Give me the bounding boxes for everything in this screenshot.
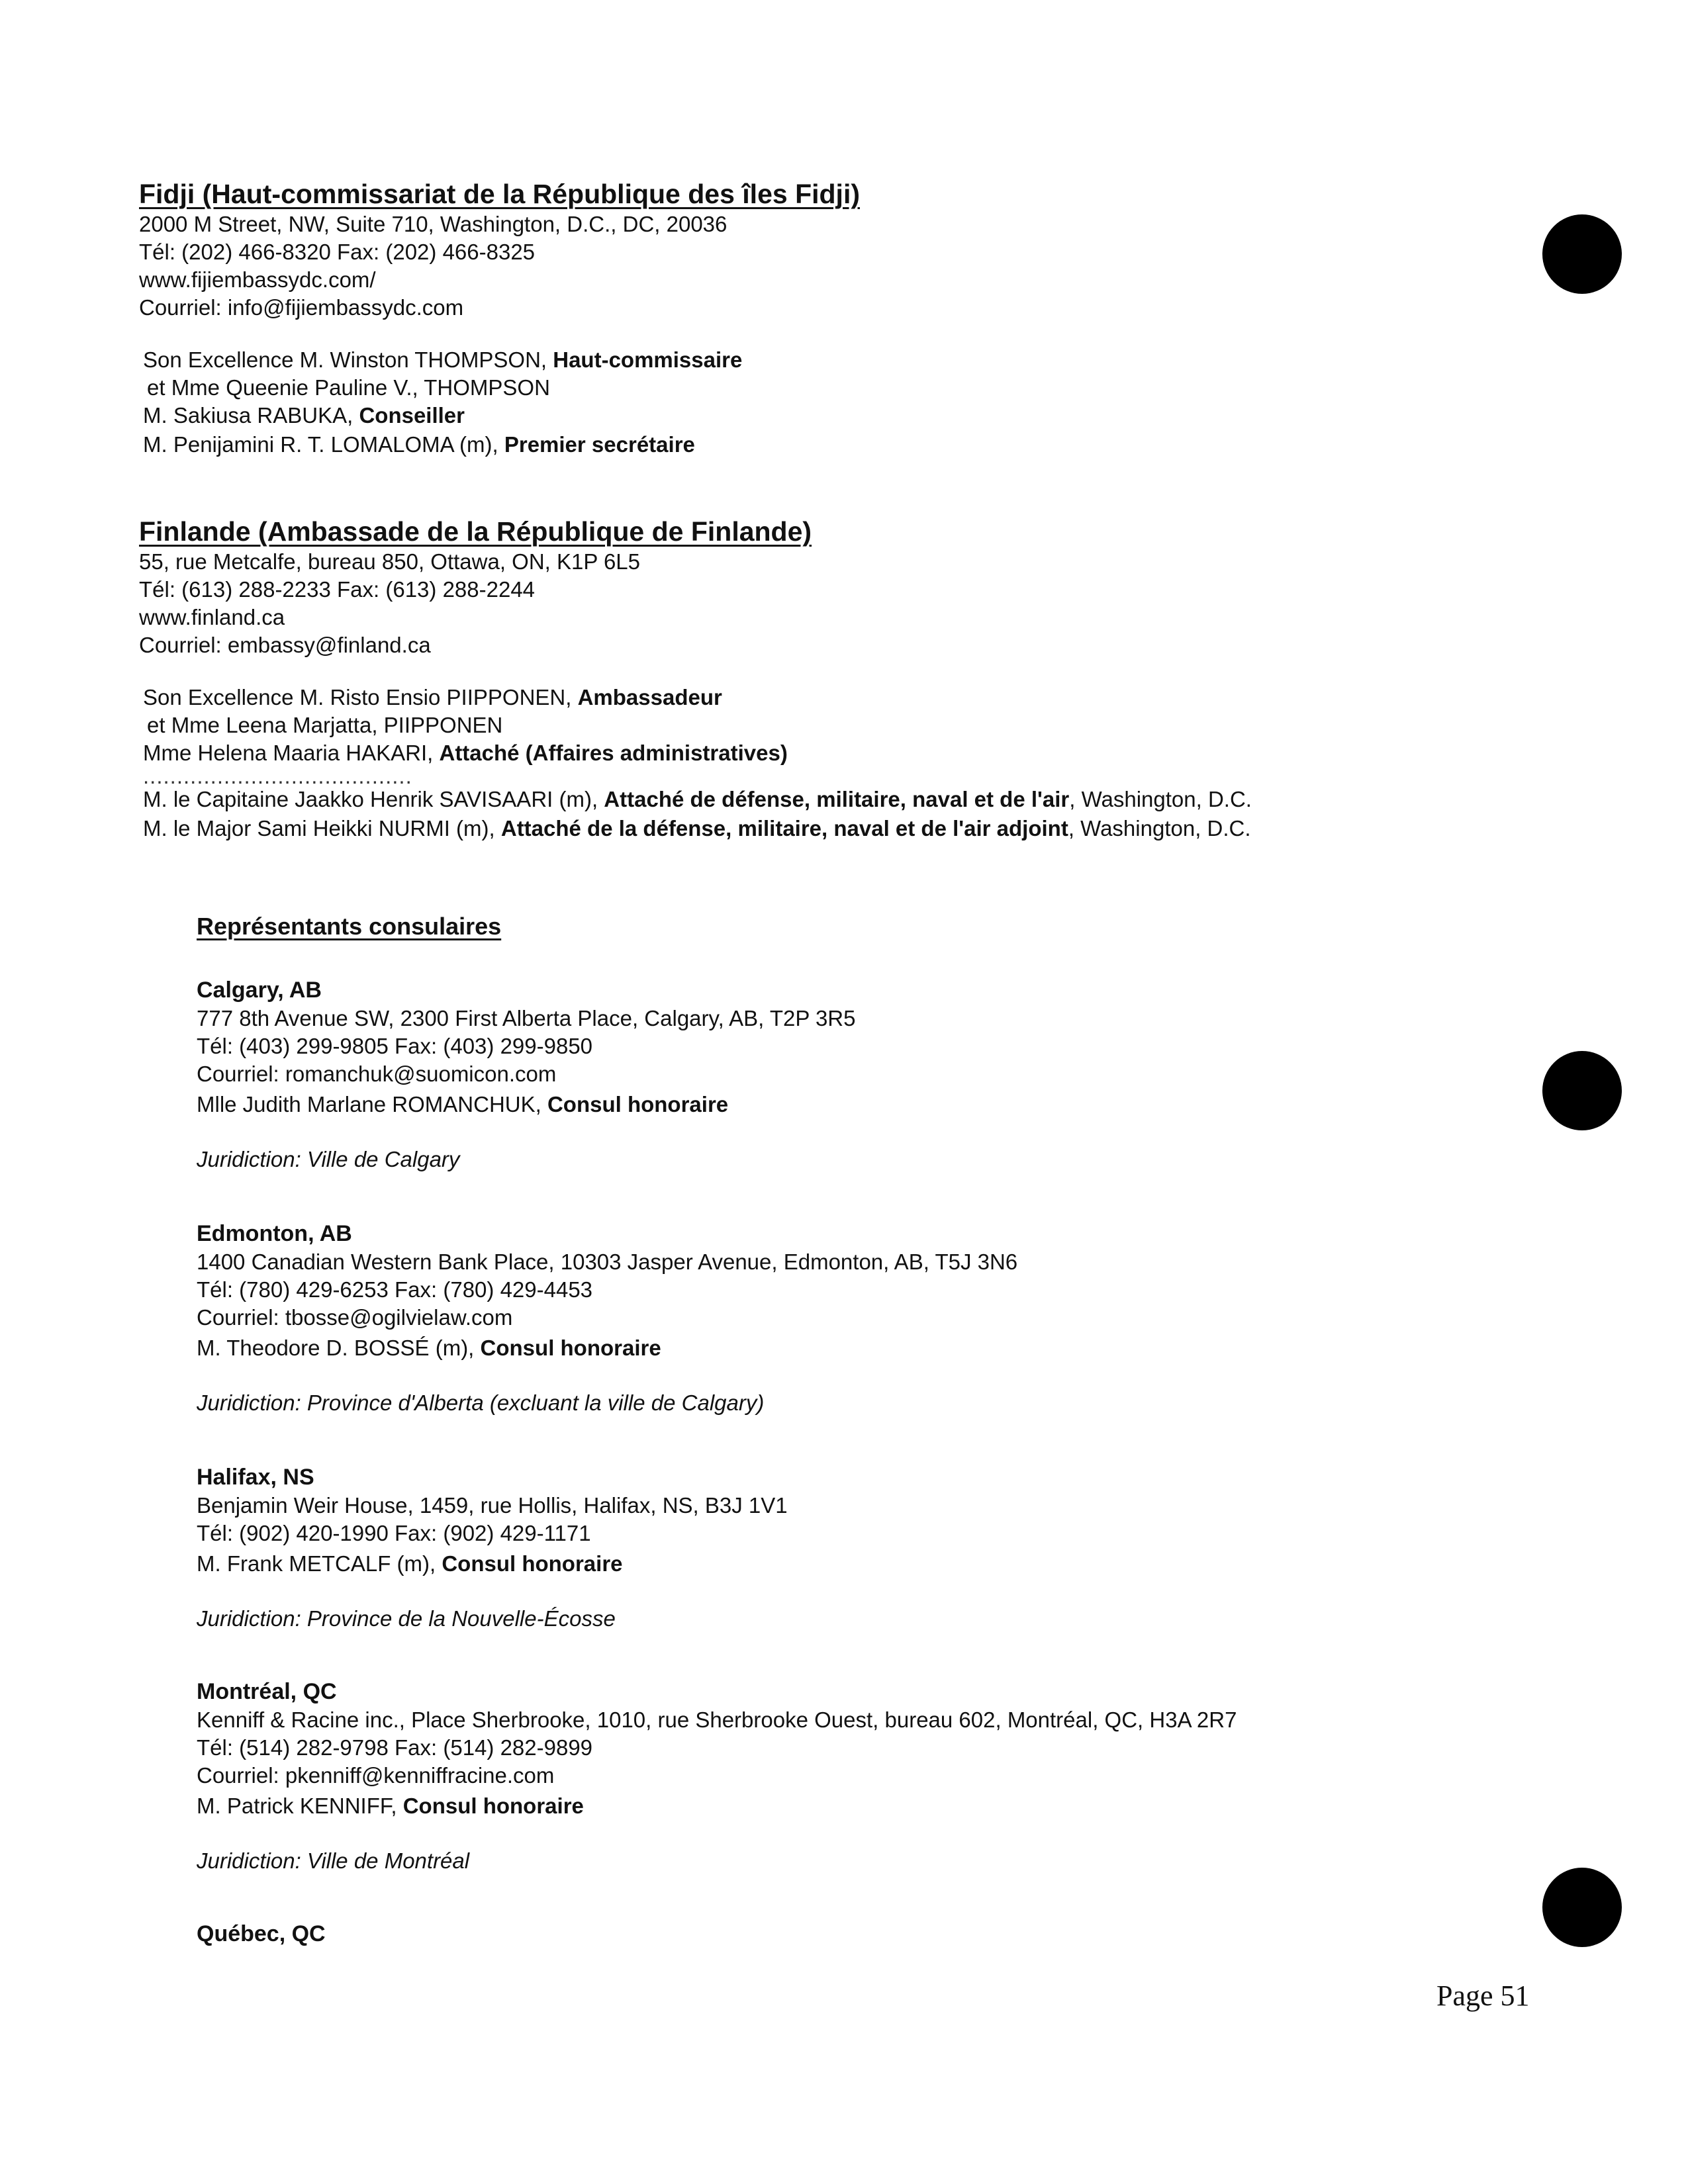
email: Courriel: embassy@finland.ca <box>139 633 431 657</box>
staff-member: Son Excellence M. Winston THOMPSON, Haut-commissaire <box>143 347 743 372</box>
staff-member: Mme Helena Maaria HAKARI, Attaché (Affaires administratives) <box>143 741 788 765</box>
binder-hole <box>1542 1868 1622 1947</box>
consul: M. Theodore D. BOSSÉ (m), Consul honoraire <box>197 1336 661 1360</box>
address: 2000 M Street, NW, Suite 710, Washington, D.C., DC, 20036 <box>139 212 727 236</box>
page-number: Page 51 <box>1436 1979 1530 2012</box>
address: 777 8th Avenue SW, 2300 First Alberta Place, Calgary, AB, T2P 3R5 <box>197 1006 856 1030</box>
staff-member: M. Penijamini R. T. LOMALOMA (m), Premier secrétaire <box>143 432 695 457</box>
consular-office-calgary <box>197 976 1454 1174</box>
phone-fax: Tél: (202) 466-8320 Fax: (202) 466-8325 <box>139 240 536 264</box>
jurisdiction: Juridiction: Ville de Montréal <box>197 1848 470 1873</box>
office-city: Halifax, NS <box>197 1465 314 1490</box>
section-title: Représentants consulaires <box>197 913 502 940</box>
defense-attache: M. le Capitaine Jaakko Henrik SAVISAARI (m), Attaché de défense, militaire, naval et de l'air, Washington, D.C. <box>143 787 1252 811</box>
defense-attache: M. le Major Sami Heikki NURMI (m), Attaché de la défense, militaire, naval et de l'air adjoint, Washington, D.C. <box>143 816 1251 841</box>
phone-fax: Tél: (403) 299-9805 Fax: (403) 299-9850 <box>197 1034 593 1058</box>
website: www.finland.ca <box>139 605 285 629</box>
jurisdiction: Juridiction: Ville de Calgary <box>197 1147 460 1171</box>
country-title: Fidji (Haut-commissariat de la République des îles Fidji) <box>139 179 860 209</box>
jurisdiction: Juridiction: Province d'Alberta (excluant la ville de Calgary) <box>197 1390 765 1415</box>
jurisdiction: Juridiction: Province de la Nouvelle-Écosse <box>197 1606 616 1631</box>
email: Courriel: romanchuk@suomicon.com <box>197 1062 557 1086</box>
office-city: Québec, QC <box>197 1921 326 1946</box>
country-entry-fiji <box>139 177 1463 459</box>
consular-office-quebec <box>197 1919 1454 1948</box>
separator-dots: ........................................ <box>143 764 412 788</box>
staff-spouse: et Mme Queenie Pauline V., THOMPSON <box>147 375 550 400</box>
consular-section <box>197 911 1454 942</box>
consular-office-edmonton <box>197 1219 1454 1418</box>
binder-hole <box>1542 1051 1622 1130</box>
address: 55, rue Metcalfe, bureau 850, Ottawa, ON, K1P 6L5 <box>139 549 641 574</box>
office-city: Montréal, QC <box>197 1679 337 1704</box>
email: Courriel: pkenniff@kenniffracine.com <box>197 1763 555 1788</box>
staff-spouse: et Mme Leena Marjatta, PIIPPONEN <box>147 713 503 737</box>
address: Benjamin Weir House, 1459, rue Hollis, Halifax, NS, B3J 1V1 <box>197 1493 788 1518</box>
consular-office-halifax <box>197 1463 1454 1633</box>
staff-member: Son Excellence M. Risto Ensio PIIPPONEN, Ambassadeur <box>143 685 722 709</box>
address: Kenniff & Racine inc., Place Sherbrooke, 1010, rue Sherbrooke Ouest, bureau 602, Montréal, QC, H3A 2R7 <box>197 1707 1237 1732</box>
office-city: Calgary, AB <box>197 978 322 1003</box>
binder-hole <box>1542 214 1622 294</box>
consul: M. Frank METCALF (m), Consul honoraire <box>197 1551 623 1576</box>
staff-member: M. Sakiusa RABUKA, Conseiller <box>143 403 465 428</box>
consul: Mlle Judith Marlane ROMANCHUK, Consul honoraire <box>197 1092 729 1116</box>
consul: M. Patrick KENNIFF, Consul honoraire <box>197 1794 584 1818</box>
country-title: Finlande (Ambassade de la République de Finlande) <box>139 516 812 547</box>
office-city: Edmonton, AB <box>197 1221 352 1246</box>
website: www.fijiembassydc.com/ <box>139 267 376 292</box>
email: Courriel: info@fijiembassydc.com <box>139 295 464 320</box>
phone-fax: Tél: (514) 282-9798 Fax: (514) 282-9899 <box>197 1735 593 1760</box>
country-entry-finland <box>139 515 1463 843</box>
address: 1400 Canadian Western Bank Place, 10303 Jasper Avenue, Edmonton, AB, T5J 3N6 <box>197 1250 1018 1274</box>
consular-office-montreal <box>197 1677 1454 1876</box>
email: Courriel: tbosse@ogilvielaw.com <box>197 1305 513 1330</box>
phone-fax: Tél: (613) 288-2233 Fax: (613) 288-2244 <box>139 577 536 602</box>
phone-fax: Tél: (902) 420-1990 Fax: (902) 429-1171 <box>197 1521 591 1545</box>
phone-fax: Tél: (780) 429-6253 Fax: (780) 429-4453 <box>197 1277 593 1302</box>
